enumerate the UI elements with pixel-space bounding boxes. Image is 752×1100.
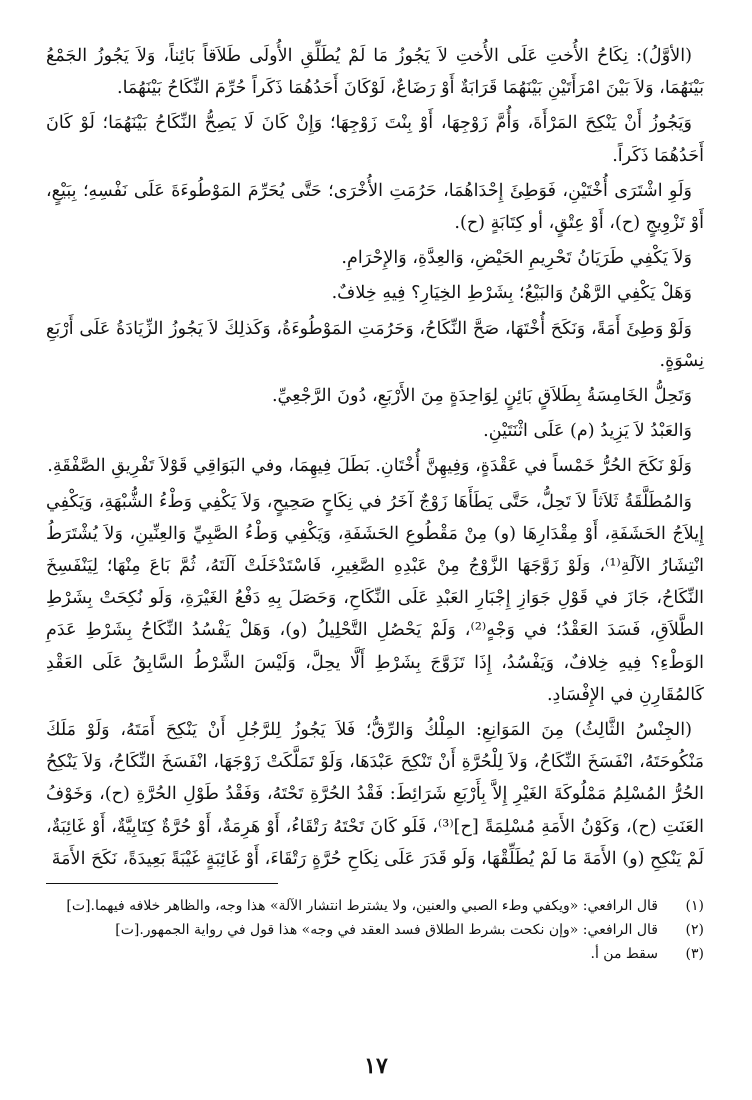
paragraph-7: وَتَحِلُّ الخَامِسَةُ بِطَلاَقٍ بَائِنٍ لِوَاحِدَةٍ مِنَ الأَرْبَعِ، دُونَ الرَّجْعِيِّ. [271,386,692,407]
paragraph-1: (الأوَّلُ): نِكَاحُ الأُختِ عَلَى الأُختِ لاَ يَجُوزُ مَا لَمْ يُطَلِّقِ الأُولَى طَلاَقاً بَائِناً، وَلاَ يَجُوزُ الجَمْعُ بَيْنَهُمَا، وَلاَ بَيْنَ امْرَأَتَيْنِ بَيْنَهُمَا قَرَابَةٌ أَوْ رَضَاعٌ، لَوْكَانَ أَحَدُهُمَا ذَكَراً حُرِّمَ النِّكَاحُ بَيْنَهُمَا. [46,46,704,99]
paragraph-4: وَلاَ يَكْفِي طَرَيَانُ تَحْرِيمِ الحَيْضِ، وَالعِدَّةِ، وَالإِحْرَامِ. [341,248,692,269]
paragraph-5: وَهَلْ يَكْفِي الرَّهْنُ وَالبَيْعُ؛ بِشَرْطِ الخِيَارِ؟ فِيهِ خِلافٌ. [331,283,692,304]
paragraph-9: وَلَوْ نَكَحَ الحُرُّ خَمْساً في عَقْدَةٍ، وَفِيهِنَّ أُخْتَانِ. بَطَلَ فِيهِمَا، وفي البَوَاقِي قَوْلاَ تَفْرِيقِ الصَّفْقَةِ. [47,456,692,477]
paragraph-8: وَالعَبْدُ لاَ يَزِيدُ (م) عَلَى اثْنَتَيْنِ. [483,421,692,442]
paragraph-2: وَيَجُوزُ أَنْ يَنْكِحَ المَرْأَةَ، وَأُمَّ زَوْجِهَا، أَوْ بِنْتَ زَوْجِهَا؛ وَإِنْ كَانَ لَا يَصِحُّ النِّكَاحُ بَيْنَهُمَا؛ لَوْ كَانَ أَحَدُهُمَا ذَكَراً. [46,113,704,166]
footnote-number: (٢) [685,922,704,939]
page-number: ١٧ [364,1053,388,1079]
footnote-3 [46,942,704,966]
paragraph-11: (الجِنْسُ الثَّالِثُ) مِنَ المَوَانِعِ: المِلْكُ وَالرِّقُّ؛ فَلاَ يَجُوزُ لِلرَّجُلِ أَنْ يَنْكِحَ أَمَتَهُ، وَلَوْ مَلَكَ مَنْكُوحَتَهُ، انْفَسَخَ النِّكَاحُ، وَلاَ لِلْحُرَّةِ أَنْ تَنْكِحَ عَبْدَهَا، وَلَوْ تَمَلَّكَتْ زَوْجَهَا، انْفَسَخَ النِّكَاحُ، وَلاَ يَنْكِحُ الحُرُّ المُسْلِمُ مَمْلُوكَةَ الغَيْرِ إِلاَّ بِأَرْبَعِ شَرَائِطَ: فَقْدُ الحُرَّةِ تَحْتَهُ، وَفَقْدُ طَوْلِ الحُرَّةِ (ح)، وَخَوْفُ العَنَتِ (ح)، وَكَوْنُ الأَمَةِ مُسْلِمَةً [ح]⁽³⁾، فَلَو كَانَ تَحْتَهُ رَتْقَاءُ، أَوْ هَرِمَةٌ، أَوْ حُرَّةٌ كِتَابِيَّةٌ، أَوْ غَائِبَةٌ، لَمْ يَنْكِحِ (و) الأَمَةَ مَا لَمْ يُطَلِّقْهَا، وَلَو قَدَرَ عَلَى نِكَاحِ حُرَّةٍ رَتْقَاءَ، أَوْ غَائِبَةٍ غَيْبَةً بَعِيدَةً، نَكَحَ الأَمَةَ [46,720,704,869]
paragraph-3: وَلَوِ اشْتَرَى أُخْتَيْنِ، فَوَطِئَ إِحْدَاهُمَا، حَرُمَتِ الأُخْرَى؛ حَتَّى يُحَرِّمَ المَوْطُوءَةَ عَلَى نَفْسِهِ؛ بِبَيْعٍ، أَوْ تَزْوِيجٍ (ح)، أَوْ عِتْقٍ، أو كِتَابَةٍ (ح). [46,180,704,234]
footnote-text: قال الرافعي: «ويكفي وطء الصبي والعنين، ولا يشترط انتشار الآلة» هذا وجه، والظاهر خلافه فيهما.[ت] [66,898,658,915]
footnote-text: قال الرافعي: «وإن نكحت بشرط الطلاق فسد العقد في وجه» هذا قول في رواية الجمهور.[ت] [115,922,658,939]
footnote-divider [46,883,278,884]
footnote-1 [46,894,704,918]
footnote-number: (٣) [685,946,704,963]
footnote-text: سقط من أ. [590,946,658,963]
main-text [46,40,704,875]
footnote-2 [46,918,704,942]
paragraph-6: وَلَوْ وَطِئَ أَمَةً، وَنَكَحَ أُخْتَهَا، صَحَّ النِّكَاحُ، وَحَرُمَتِ المَوْطُوءَةُ، وَكَذلِكَ لاَ يَجُوزُ الزِّيَادَةُ عَلَى أَرْبَعِ نِسْوَةٍ. [46,318,704,371]
footnote-number: (١) [685,898,704,915]
footnotes [46,894,704,966]
paragraph-10: وَالمُطَلَّقَةُ ثَلاَثاً لاَ تَحِلُّ، حَتَّى يَطَأَهَا زَوْجٌ آخَرُ في نِكَاحٍ صَحِيحٍ، وَلاَ يَكْفِي وَطْءُ الشُّبْهَةِ، وَيَكْفِي إِيلاَجُ الحَشَفَةِ، أَوْ مِقْدَارِهَا (و) مِنْ مَقْطُوعِ الحَشَفَةِ، وَيَكْفِي وَطْءُ الصَّبِيِّ وَالعِنِّينِ، وَلاَ يُشْتَرَطُ انْتِشَارُ الآلَةِ⁽¹⁾، وَلَوْ زَوَّجَهَا الزَّوْجُ مِنْ عَبْدِهِ الصَّغِيرِ، فَاسْتَدْخَلَتْ آلَتَهُ، ثُمَّ بَاعَ مِنْهَا؛ لِيَنْفَسِخَ النِّكَاحُ، جَازَ في قَوْلِ جَوَازِ إِجْبَارِ العَبْدِ عَلَى النِّكَاحِ، وَحَصَلَ بِهِ دَفْعُ الغَيْرَةِ، وَلَو نُكِحَتْ بِشَرْطِ الطَّلاَقِ، فَسَدَ العَقْدُ؛ في وَجْهٍ⁽²⁾، وَلَمْ يَحْصُلِ التَّحْلِيلُ (و)، وَهَلْ يَفْسُدُ النِّكَاحُ بِشَرْطِ عَدَمِ الوَطْءِ؟ فِيهِ خِلافٌ، وَيَفْسُدُ، إِذَا تَزَوَّجَ بِشَرْطِ أَلَّا يحِلَّ، وَلَيْسَ الشَّرْطُ السَّابِقُ عَلَى العَقْدِ كَالمُقَارِنِ في الإِفْسَادِ. [46,491,704,705]
